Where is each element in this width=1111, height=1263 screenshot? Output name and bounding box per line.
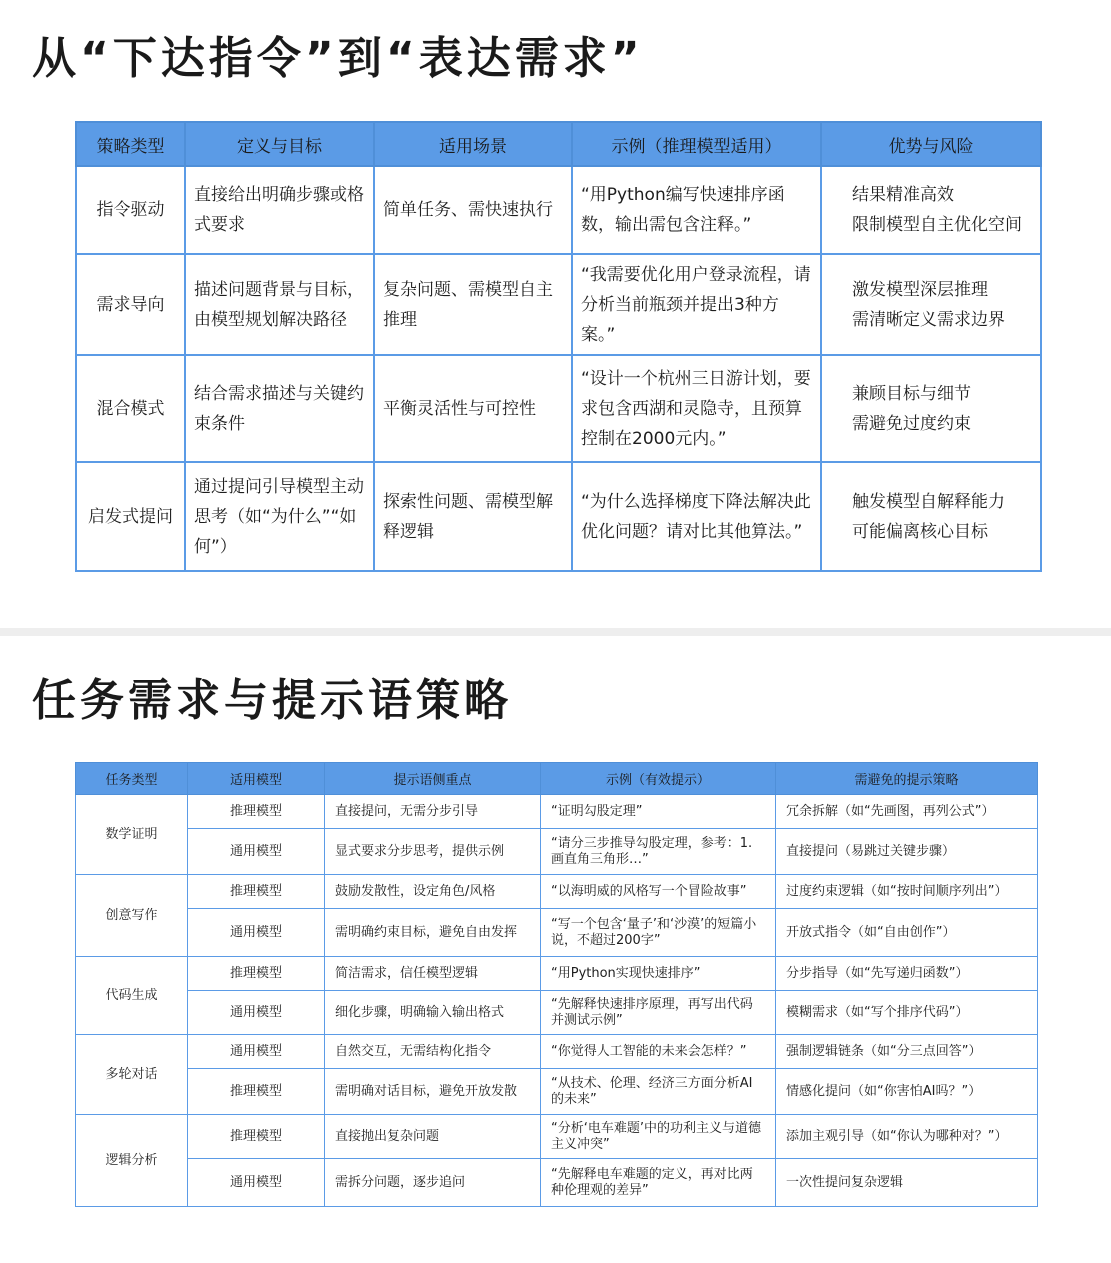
advantage-risk-cell — [821, 355, 1041, 462]
model-cell: 推理模型 — [188, 957, 325, 991]
model-cell: 推理模型 — [188, 1115, 325, 1159]
risk-text: 限制模型自主优化空间 — [852, 215, 1022, 235]
model-cell: 通用模型 — [188, 829, 325, 875]
example-cell: “你觉得人工智能的未来会怎样？” — [541, 1035, 776, 1069]
table-row — [76, 795, 1038, 829]
table-row — [76, 254, 1041, 355]
example-cell: “设计一个杭州三日游计划，要求包含西湖和灵隐寺，且预算控制在2000元内。” — [572, 355, 821, 462]
focus-cell: 显式要求分步思考，提供示例 — [325, 829, 541, 875]
header-cell: 定义与目标 — [185, 122, 374, 166]
model-cell: 通用模型 — [188, 1035, 325, 1069]
strategy-type-cell: 混合模式 — [76, 355, 185, 462]
avoid-cell: 直接提问（易跳过关键步骤） — [776, 829, 1038, 875]
scenario-cell: 探索性问题、需模型解释逻辑 — [374, 462, 572, 571]
risk-text: 需清晰定义需求边界 — [852, 309, 1005, 330]
scenario-cell: 平衡灵活性与可控性 — [374, 355, 572, 462]
header-cell: 示例（推理模型适用） — [572, 122, 821, 166]
example-cell: “用Python实现快速排序” — [541, 957, 776, 991]
table-row — [76, 1159, 1038, 1207]
strategy-type-cell: 需求导向 — [76, 254, 185, 355]
table-row — [76, 1069, 1038, 1115]
avoid-cell: 分步指导（如“先写递归函数”） — [776, 957, 1038, 991]
table-header-row — [76, 122, 1041, 166]
definition-cell: 直接给出明确步骤或格式要求 — [185, 166, 374, 254]
header-cell: 策略类型 — [76, 122, 185, 166]
table-row — [76, 875, 1038, 909]
focus-cell: 细化步骤，明确输入输出格式 — [325, 991, 541, 1035]
model-cell: 推理模型 — [188, 795, 325, 829]
strategy-section — [0, 0, 1111, 628]
section-divider — [0, 628, 1111, 636]
table-header-row — [76, 763, 1038, 795]
task-type-cell: 代码生成 — [76, 957, 188, 1035]
model-cell: 通用模型 — [188, 1159, 325, 1207]
focus-cell: 鼓励发散性，设定角色/风格 — [325, 875, 541, 909]
task-strategy-table — [75, 762, 1038, 1207]
strategy-type-cell: 指令驱动 — [76, 166, 185, 254]
definition-cell: 通过提问引导模型主动思考（如“为什么”“如何”） — [185, 462, 374, 571]
table-row — [76, 909, 1038, 957]
model-cell: 通用模型 — [188, 909, 325, 957]
advantage-text: 结果精准高效 — [852, 185, 954, 205]
table-row — [76, 462, 1041, 571]
avoid-cell: 情感化提问（如“你害怕AI吗？”） — [776, 1069, 1038, 1115]
table-row — [76, 1035, 1038, 1069]
header-cell: 提示语侧重点 — [325, 763, 541, 795]
table-row — [76, 1115, 1038, 1159]
header-cell: 需避免的提示策略 — [776, 763, 1038, 795]
task-type-cell: 数学证明 — [76, 795, 188, 875]
focus-cell: 直接提问，无需分步引导 — [325, 795, 541, 829]
header-cell: 适用模型 — [188, 763, 325, 795]
advantage-text: 触发模型自解释能力 — [852, 491, 1005, 512]
avoid-cell: 开放式指令（如“自由创作”） — [776, 909, 1038, 957]
avoid-cell: 强制逻辑链条（如“分三点回答”） — [776, 1035, 1038, 1069]
task-strategy-section — [0, 636, 1111, 1263]
header-cell: 适用场景 — [374, 122, 572, 166]
advantage-risk-cell — [821, 254, 1041, 355]
focus-cell: 需拆分问题，逐步追问 — [325, 1159, 541, 1207]
task-type-cell: 多轮对话 — [76, 1035, 188, 1115]
header-cell: 示例（有效提示） — [541, 763, 776, 795]
example-cell: “先解释快速排序原理，再写出代码并测试示例” — [541, 991, 776, 1035]
focus-cell: 简洁需求，信任模型逻辑 — [325, 957, 541, 991]
model-cell: 推理模型 — [188, 1069, 325, 1115]
example-cell: “写一个包含‘量子’和‘沙漠’的短篇小说，不超过200字” — [541, 909, 776, 957]
page-title: 从“下达指令”到“表达需求” — [32, 33, 644, 84]
definition-cell: 描述问题背景与目标，由模型规划解决路径 — [185, 254, 374, 355]
focus-cell: 直接抛出复杂问题 — [325, 1115, 541, 1159]
advantage-text: 兼顾目标与细节 — [852, 383, 971, 404]
avoid-cell: 添加主观引导（如“你认为哪种对？”） — [776, 1115, 1038, 1159]
example-cell: “我需要优化用户登录流程，请分析当前瓶颈并提出3种方案。” — [572, 254, 821, 355]
example-cell: “从技术、伦理、经济三方面分析AI的未来” — [541, 1069, 776, 1115]
task-type-cell: 创意写作 — [76, 875, 188, 957]
example-cell: “先解释电车难题的定义，再对比两种伦理观的差异” — [541, 1159, 776, 1207]
scenario-cell: 复杂问题、需模型自主推理 — [374, 254, 572, 355]
avoid-cell: 一次性提问复杂逻辑 — [776, 1159, 1038, 1207]
model-cell: 推理模型 — [188, 875, 325, 909]
table-row — [76, 166, 1041, 254]
risk-text: 需避免过度约束 — [852, 413, 971, 434]
strategy-table — [75, 121, 1042, 572]
header-cell: 任务类型 — [76, 763, 188, 795]
table-row — [76, 991, 1038, 1035]
section-title: 任务需求与提示语策略 — [32, 675, 512, 726]
example-cell: “分析‘电车难题’中的功利主义与道德主义冲突” — [541, 1115, 776, 1159]
advantage-risk-cell — [821, 462, 1041, 571]
definition-cell: 结合需求描述与关键约束条件 — [185, 355, 374, 462]
header-cell: 优势与风险 — [821, 122, 1041, 166]
focus-cell: 自然交互，无需结构化指令 — [325, 1035, 541, 1069]
risk-text: 可能偏离核心目标 — [852, 521, 988, 542]
example-cell: “以海明威的风格写一个冒险故事” — [541, 875, 776, 909]
table-row — [76, 355, 1041, 462]
focus-cell: 需明确约束目标，避免自由发挥 — [325, 909, 541, 957]
advantage-text: 激发模型深层推理 — [852, 279, 988, 300]
avoid-cell: 模糊需求（如“写个排序代码”） — [776, 991, 1038, 1035]
task-type-cell: 逻辑分析 — [76, 1115, 188, 1207]
example-cell: “用Python编写快速排序函数，输出需包含注释。” — [572, 166, 821, 254]
focus-cell: 需明确对话目标，避免开放发散 — [325, 1069, 541, 1115]
example-cell: “证明勾股定理” — [541, 795, 776, 829]
example-cell: “请分三步推导勾股定理，参考：1. 画直角三角形…” — [541, 829, 776, 875]
example-cell: “为什么选择梯度下降法解决此优化问题？请对比其他算法。” — [572, 462, 821, 571]
scenario-cell: 简单任务、需快速执行 — [374, 166, 572, 254]
avoid-cell: 过度约束逻辑（如“按时间顺序列出”） — [776, 875, 1038, 909]
advantage-risk-cell — [821, 166, 1041, 254]
avoid-cell: 冗余拆解（如“先画图，再列公式”） — [776, 795, 1038, 829]
model-cell: 通用模型 — [188, 991, 325, 1035]
table-row — [76, 829, 1038, 875]
table-row — [76, 957, 1038, 991]
strategy-type-cell: 启发式提问 — [76, 462, 185, 571]
